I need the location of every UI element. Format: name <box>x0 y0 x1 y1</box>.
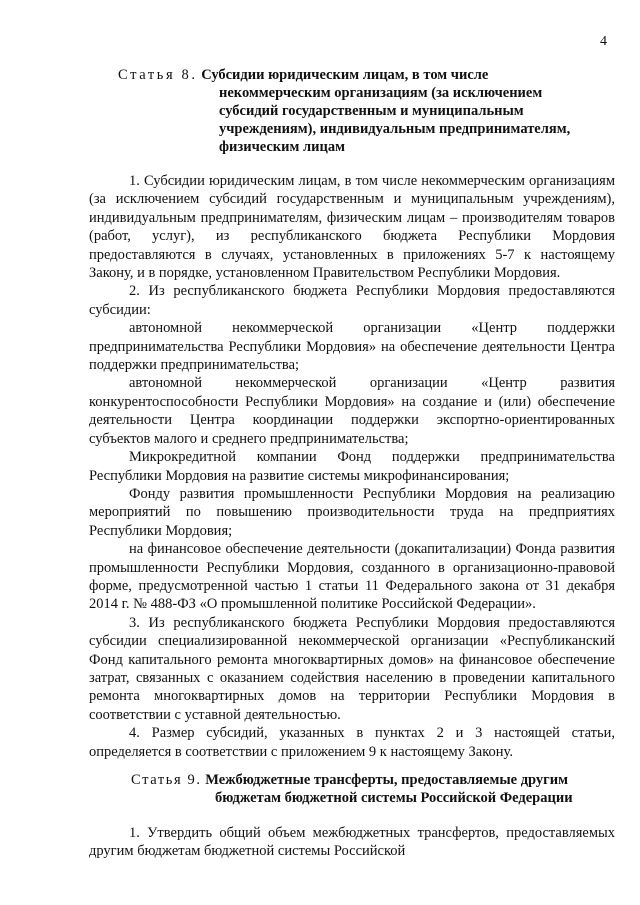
page-number: 4 <box>600 34 607 49</box>
article-8-title-line: Субсидии юридическим лицам, в том числе <box>201 67 489 83</box>
article-9-label: Статья 9. <box>131 772 202 788</box>
article-9-title-line: Межбюджетные трансферты, предоставляемые другим <box>205 772 568 788</box>
article-8-title-line: учреждениям), индивидуальным предпринимателям, <box>219 121 571 137</box>
paragraph: 3. Из республиканского бюджета Республики Мордовия предоставляются субсидии специализированной некоммерческой организации «Республиканский Фонд капитального ремонта многоквартирных домов» на финансовое обеспечение затрат, связанных с оказанием содействия населению в проведении капитального ремонта многоквартирных домов на территории Республики Мордовия в соответствии с уставной деятельностью. <box>89 614 615 723</box>
article-9-body <box>89 824 615 861</box>
article-8-label: Статья 8. <box>118 67 198 83</box>
paragraph: 2. Из республиканского бюджета Республики Мордовия предоставляются субсидии: <box>89 283 615 318</box>
article-9-title-line: бюджетам бюджетной системы Российской Федерации <box>215 790 573 806</box>
article-8-body <box>89 172 615 761</box>
paragraph: Фонду развития промышленности Республики Мордовия на реализацию мероприятий по повышению производительности труда на предприятиях Республики Мордовия; <box>89 485 615 539</box>
article-8-title-line: некоммерческим организациям (за исключением <box>219 85 543 101</box>
paragraph: автономной некоммерческой организации «Центр развития конкурентоспособности Республики Мордовия» на создание и (или) обеспечение деятельности Центра координации поддержки экспортно-ориентированных субъектов малого и среднего предпринимательства; <box>89 375 615 447</box>
article-9-heading <box>131 771 611 807</box>
paragraph: 1. Утвердить общий объем межбюджетных трансфертов, предоставляемых другим бюджетам бюджетной системы Российской <box>89 825 615 860</box>
article-8-title-line: физическим лицам <box>219 139 345 155</box>
article-8-title-line: субсидий государственным и муниципальным <box>219 103 524 119</box>
paragraph: 1. Субсидии юридическим лицам, в том числе некоммерческим организациям (за исключением субсидий государственным и муниципальным учреждениям), индивидуальным предпринимателям, физическим лицам – производителям товаров (работ, услуг), из республиканского бюджета Республики Мордовия предоставляются в случаях, установленных в приложениях 5-7 к настоящему Закону, и в порядке, установленном Правительством Республики Мордовия. <box>89 173 615 282</box>
paragraph: 4. Размер субсидий, указанных в пунктах 2 и 3 настоящей статьи, определяется в соответствии с приложением 9 к настоящему Закону. <box>89 725 615 760</box>
paragraph: Микрокредитной компании Фонд поддержки предпринимательства Республики Мордовия на развитие системы микрофинансирования; <box>89 449 615 484</box>
paragraph: автономной некоммерческой организации «Центр поддержки предпринимательства Республики Мордовия» на обеспечение деятельности Центра поддержки предпринимательства; <box>89 320 615 374</box>
article-8-heading <box>118 66 598 156</box>
paragraph: на финансовое обеспечение деятельности (докапитализации) Фонда развития промышленности Республики Мордовия, созданного в организационно-правовой форме, предусмотренной частью 1 статьи 11 Федерального закона от 31 декабря 2014 г. № 488-ФЗ «О промышленной политике Российской Федерации». <box>89 541 615 613</box>
